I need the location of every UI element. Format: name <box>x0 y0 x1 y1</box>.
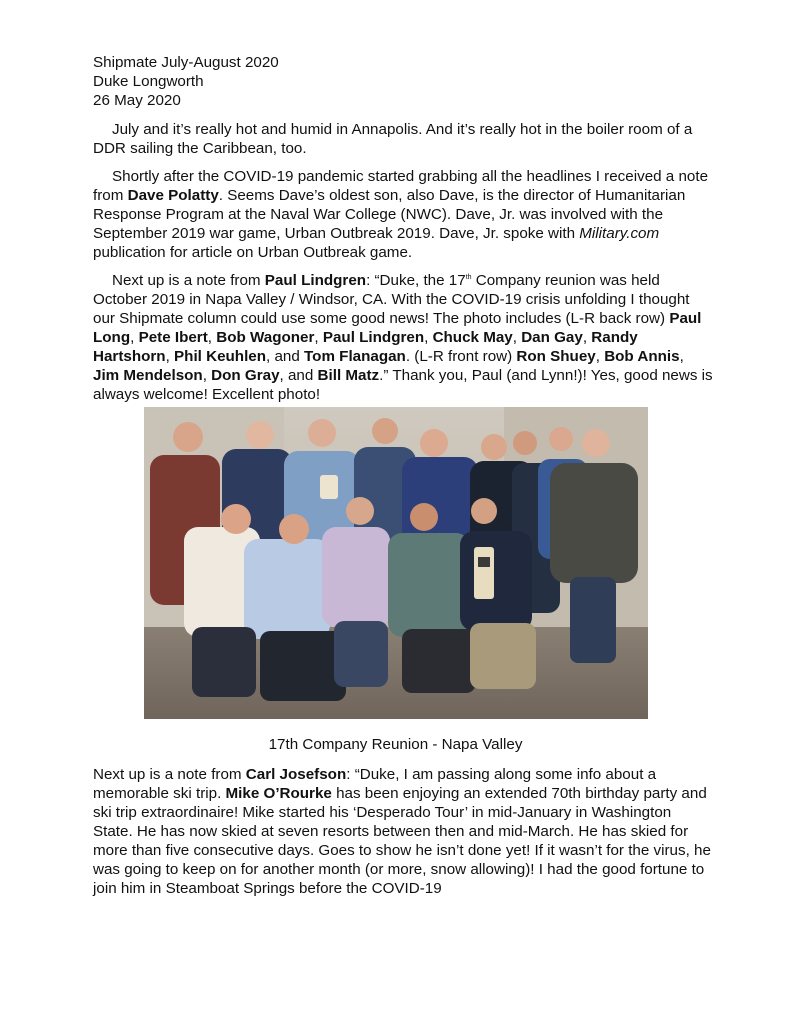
paragraph-polatty <box>93 167 713 262</box>
paragraph-text: July and it’s really hot and humid in Annapolis. And it’s really hot in the boiler room of a DDR sailing the Caribbean, too. <box>93 121 693 157</box>
column-header <box>93 53 279 110</box>
paragraph-lindgren <box>93 271 713 404</box>
column-date: 26 May 2020 <box>93 92 181 109</box>
separator: . (L-R front row) <box>405 348 517 365</box>
text-run: . Seems Dave’s oldest son, also Dave, is the director of Humanitarian Response Program at the Naval War College (NWC). Dave, Jr. was involved with the September 2019 war game, Urban Outbreak 2019. Dave, Jr. spoke with <box>93 187 686 242</box>
separator: , <box>202 367 212 384</box>
separator: , <box>424 329 433 346</box>
separator: , <box>207 329 217 346</box>
person-name: Paul Long <box>93 310 702 346</box>
person-name: Dave Polatty <box>127 187 219 204</box>
person-name: Bob Annis <box>604 348 680 365</box>
separator: , <box>314 329 323 346</box>
person-name: Ron Shuey <box>516 348 596 365</box>
publication-name: Military.com <box>579 225 660 242</box>
separator: , <box>595 348 605 365</box>
person-name: Chuck May <box>432 329 513 346</box>
person-name: Mike O’Rourke <box>225 785 332 802</box>
reunion-group-photo <box>144 407 648 719</box>
separator: , and <box>266 348 305 365</box>
photo-caption: 17th Company Reunion - Napa Valley <box>268 736 523 753</box>
author-name: Duke Longworth <box>93 73 204 90</box>
paragraph-josefson <box>93 765 713 898</box>
person-name: Carl Josefson <box>245 766 347 783</box>
publication-title: Shipmate July-August 2020 <box>93 54 279 71</box>
separator: , <box>165 348 175 365</box>
text-run: .” Thank you, Paul (and Lynn!)! Yes, good news is always welcome! Excellent photo! <box>93 367 713 403</box>
text-run: publication for article on Urban Outbreak game. <box>93 244 413 261</box>
person-name: Jim Mendelson <box>93 367 203 384</box>
separator: , and <box>279 367 318 384</box>
ordinal-suffix: th <box>465 274 472 281</box>
person-name: Pete Ibert <box>138 329 208 346</box>
person-name: Bob Wagoner <box>216 329 315 346</box>
separator: , <box>130 329 139 346</box>
text-run: Shortly after the COVID-19 pandemic started grabbing all the headlines I received a note from <box>93 168 709 204</box>
text-run: : “Duke, I am passing along some info about a memorable ski trip. <box>93 766 657 802</box>
text-run: Next up is a note from <box>112 272 265 289</box>
person-name: Phil Keuhlen <box>174 348 267 365</box>
text-run: Company reunion was held October 2019 in Napa Valley / Windsor, CA. With the COVID-19 crisis unfolding I thought our Shipmate column could use some good news! The photo includes (L-R back row) <box>93 272 690 327</box>
paragraph-weather <box>93 120 713 158</box>
person-name: Tom Flanagan <box>304 348 406 365</box>
separator: , <box>679 348 684 365</box>
person-name: Dan Gay <box>521 329 583 346</box>
text-run: has been enjoying an extended 70th birthday party and ski trip extraordinaire! Mike started his ‘Desperado Tour’ in mid-January in Washington State. He has now skied at seven resorts between then and mid-March. He has skied for more than five consecutive days. Goes to show he isn’t done yet! If it wasn’t for the virus, he was going to keep on for another month (or more, snow allowing)! I had the good fortune to join him in Steamboat Springs before the COVID-19 <box>93 785 711 897</box>
person-name: Randy Hartshorn <box>93 329 638 365</box>
person-name: Don Gray <box>211 367 280 384</box>
separator: , <box>582 329 592 346</box>
separator: , <box>512 329 522 346</box>
text-run: Next up is a note from <box>93 766 246 783</box>
text-run: : “Duke, the 17 <box>366 272 466 289</box>
person-name: Paul Lindgren <box>264 272 367 289</box>
person-name: Bill Matz <box>317 367 380 384</box>
person-name: Paul Lindgren <box>322 329 425 346</box>
